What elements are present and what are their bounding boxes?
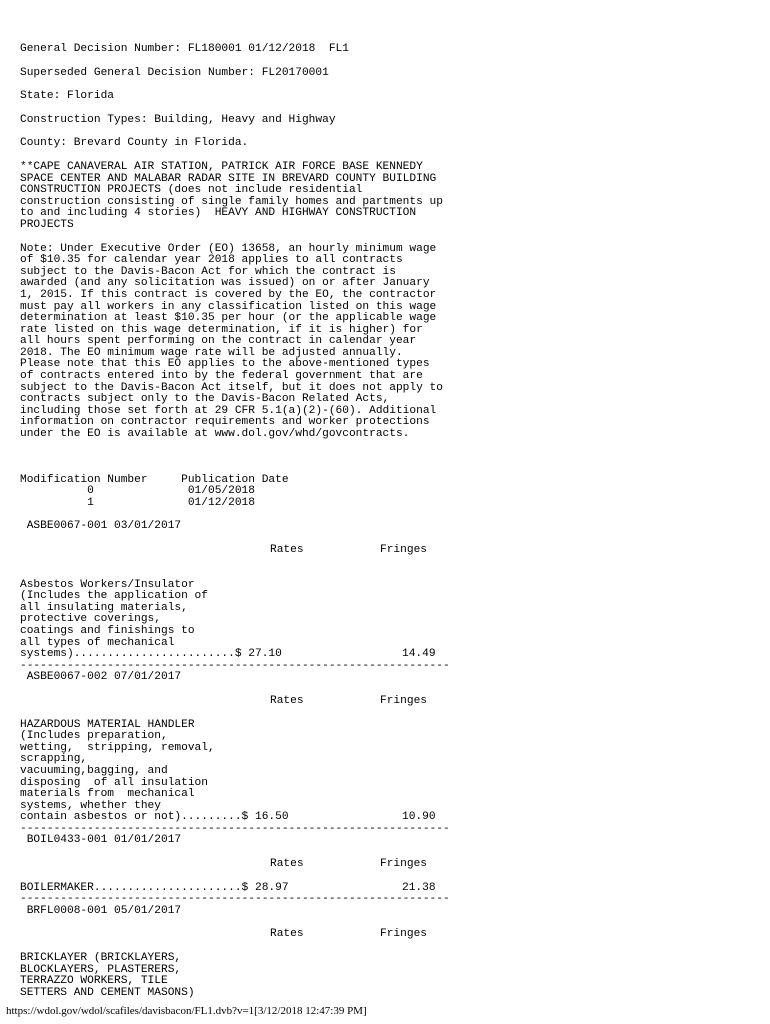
fringes-label: Fringes: [380, 858, 427, 871]
rates-label: Rates: [270, 694, 304, 707]
rate-section: [20, 835, 760, 905]
separator: ----------------------------------------------------------------: [20, 822, 450, 835]
rates-label: Rates: [270, 928, 304, 941]
section-id: BOIL0433-001 01/01/2017: [20, 834, 182, 847]
superseded-decision: Superseded General Decision Number: FL20170001: [20, 66, 329, 79]
rates-label: Rates: [270, 858, 304, 871]
modification-header: Modification Number Publication Date: [20, 473, 289, 486]
classification-rate: contain asbestos or not).........$ 16.50: [20, 811, 289, 824]
classification-rate: systems)........................$ 27.10: [20, 648, 282, 661]
fringe-value: 10.90: [402, 811, 436, 824]
rates-header: [20, 929, 760, 941]
modification-row: 0 01/05/2018: [20, 485, 255, 498]
fringe-value: 14.49: [402, 648, 436, 661]
construction-types: Construction Types: Building, Heavy and Highway: [20, 113, 336, 126]
rates-header: [20, 545, 760, 557]
rate-section: [20, 906, 760, 1000]
modification-table: [20, 475, 760, 510]
decision-number: General Decision Number: FL180001 01/12/2018 FL1: [20, 43, 349, 55]
rate-section: [20, 521, 760, 672]
separator: ----------------------------------------------------------------: [20, 893, 450, 906]
classification-rate: BOILERMAKER......................$ 28.97: [20, 881, 289, 894]
project-scope: **CAPE CANAVERAL AIR STATION, PATRICK AIR FORCE BASE KENNEDY SPACE CENTER AND MALABAR RADAR SITE IN BREVARD COUNTY BUILDING CONSTRUCTION PROJECTS (does not include residential construction consisting of single family homes and partments up to and including 4 stories) HEAVY AND HIGHWAY CONSTRUCTION PROJECTS: [20, 160, 443, 231]
wage-determination-document: [20, 44, 760, 999]
rates-label: Rates: [270, 544, 304, 556]
section-id: ASBE0067-001 03/01/2017: [20, 520, 182, 533]
section-id: BRFL0008-001 05/01/2017: [20, 904, 182, 917]
rate-section: [20, 672, 760, 835]
county: County: Brevard County in Florida.: [20, 137, 249, 150]
classification-description: HAZARDOUS MATERIAL HANDLER (Includes preparation, wetting, stripping, removal, scrapping, vacuuming,bagging, and disposing of all insulation materials from mechanical systems, whether they: [20, 718, 215, 812]
page-url-footer: https://wdol.gov/wdol/scafiles/davisbacon/FL1.dvb?v=1[3/12/2018 12:47:39 PM]: [6, 1005, 367, 1017]
fringe-value: 21.38: [402, 881, 436, 894]
modification-row: 1 01/12/2018: [20, 496, 255, 509]
fringes-label: Fringes: [380, 928, 427, 941]
rate-line: [20, 649, 760, 661]
executive-order-note: Note: Under Executive Order (EO) 13658, an hourly minimum wage of $10.35 for calendar year 2018 applies to all contracts subject to the Davis-Bacon Act for which the contract is awarded (and any solicitation was issued) on or after January 1, 2015. If this contract is covered by the EO, the contractor must pay all workers in any classification listed on this wage determination at least $10.35 per hour (or the applicable wage rate listed on this wage determination, if it is higher) for all hours spent performing on the contract in calendar year 2018. The EO minimum wage rate will be adjusted annually. Please note that this EO applies to the above-mentioned types of contracts entered into by the federal government that are subject to the Davis-Bacon Act itself, but it does not apply to contracts subject only to the Davis-Bacon Related Acts, including those set forth at 29 CFR 5.1(a)(2)-(60). Additional information on contractor requirements and worker protections under the EO is available at www.dol.gov/whd/govcontracts.: [20, 242, 443, 441]
rate-line: [20, 812, 760, 824]
fringes-label: Fringes: [380, 694, 427, 707]
classification-description: Asbestos Workers/Insulator (Includes the application of all insulating materials, protective coverings, coatings and finishings to all types of mechanical: [20, 578, 208, 649]
rates-header: [20, 696, 760, 708]
classification-description: BRICKLAYER (BRICKLAYERS, BLOCKLAYERS, PLASTERERS, TERRAZZO WORKERS, TILE SETTERS AND CEMENT MASONS): [20, 952, 195, 999]
rates-header: [20, 859, 760, 871]
state: State: Florida: [20, 90, 114, 103]
rate-line: [20, 883, 760, 895]
fringes-label: Fringes: [380, 544, 427, 556]
section-id: ASBE0067-002 07/01/2017: [20, 671, 182, 684]
separator: ----------------------------------------------------------------: [20, 659, 450, 672]
